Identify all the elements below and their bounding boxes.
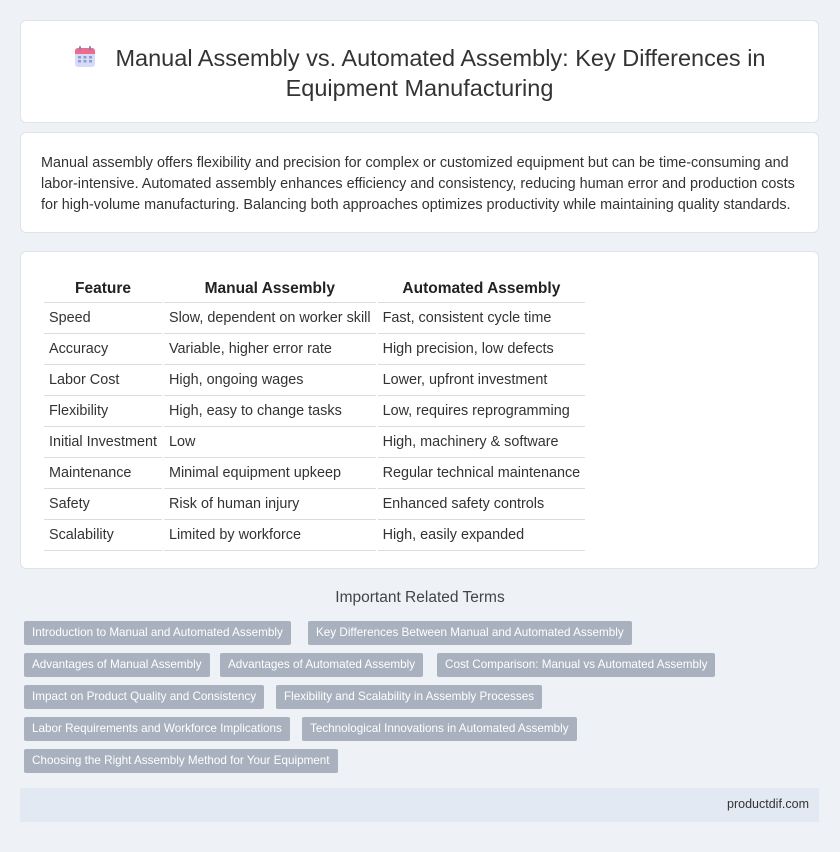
comparison-table-card bbox=[20, 251, 819, 569]
table-row bbox=[44, 427, 585, 458]
header-manual: Manual Assembly bbox=[204, 280, 335, 297]
header-feature: Feature bbox=[74, 280, 131, 297]
table-row bbox=[44, 365, 585, 396]
cell-automated: High, easily expanded bbox=[378, 520, 586, 551]
title-line-2: Equipment Manufacturing bbox=[285, 75, 554, 101]
intro-text: Manual assembly offers flexibility and precision for complex or customized equipment but can be time-consuming and labor-intensive. Automated assembly enhances efficiency and consistency, reducing human error and production costs for high-volume manufacturing. Balancing both approaches optimizes productivity while maintaining quality standards. bbox=[41, 155, 795, 213]
related-term-tag[interactable]: Impact on Product Quality and Consistency bbox=[24, 685, 264, 709]
cell-automated: Lower, upfront investment bbox=[378, 365, 586, 396]
table-row bbox=[44, 489, 585, 520]
header-card bbox=[20, 20, 819, 123]
cell-manual: Variable, higher error rate bbox=[164, 334, 376, 365]
cell-feature: Speed bbox=[44, 302, 162, 334]
cell-feature: Initial Investment bbox=[44, 427, 162, 458]
intro-card bbox=[20, 132, 819, 233]
cell-manual: Limited by workforce bbox=[164, 520, 376, 551]
related-term-tag[interactable]: Flexibility and Scalability in Assembly Processes bbox=[276, 685, 542, 709]
cell-automated: Fast, consistent cycle time bbox=[378, 302, 586, 334]
header-automated: Automated Assembly bbox=[402, 280, 561, 297]
cell-automated: Regular technical maintenance bbox=[378, 458, 586, 489]
cell-feature: Labor Cost bbox=[44, 365, 162, 396]
footer bbox=[20, 788, 819, 822]
table-row bbox=[44, 302, 585, 334]
cell-manual: Low bbox=[164, 427, 376, 458]
comparison-table bbox=[42, 274, 587, 551]
page-title bbox=[61, 43, 778, 103]
cell-manual: High, easy to change tasks bbox=[164, 396, 376, 427]
related-term-tag[interactable]: Introduction to Manual and Automated Assembly bbox=[24, 621, 291, 645]
cell-feature: Safety bbox=[44, 489, 162, 520]
cell-automated: Low, requires reprogramming bbox=[378, 396, 586, 427]
table-header-row bbox=[44, 274, 585, 302]
cell-manual: Slow, dependent on worker skill bbox=[164, 302, 376, 334]
cell-automated: Enhanced safety controls bbox=[378, 489, 586, 520]
calendar-icon bbox=[73, 45, 97, 69]
related-term-tag[interactable]: Technological Innovations in Automated Assembly bbox=[302, 717, 577, 741]
cell-feature: Scalability bbox=[44, 520, 162, 551]
related-term-tag[interactable]: Cost Comparison: Manual vs Automated Assembly bbox=[437, 653, 715, 677]
footer-site-link[interactable]: productdif.com bbox=[727, 797, 809, 811]
related-term-tag[interactable]: Choosing the Right Assembly Method for Your Equipment bbox=[24, 749, 338, 773]
related-term-tag[interactable]: Key Differences Between Manual and Automated Assembly bbox=[308, 621, 632, 645]
table-row bbox=[44, 520, 585, 551]
cell-manual: Minimal equipment upkeep bbox=[164, 458, 376, 489]
related-term-tag[interactable]: Advantages of Automated Assembly bbox=[220, 653, 423, 677]
cell-feature: Accuracy bbox=[44, 334, 162, 365]
cell-feature: Maintenance bbox=[44, 458, 162, 489]
title-line-1: Manual Assembly vs. Automated Assembly: Key Differences in bbox=[115, 45, 766, 71]
table-row bbox=[44, 458, 585, 489]
cell-automated: High precision, low defects bbox=[378, 334, 586, 365]
cell-manual: High, ongoing wages bbox=[164, 365, 376, 396]
table-row bbox=[44, 334, 585, 365]
cell-feature: Flexibility bbox=[44, 396, 162, 427]
cell-manual: Risk of human injury bbox=[164, 489, 376, 520]
cell-automated: High, machinery & software bbox=[378, 427, 586, 458]
table-row bbox=[44, 396, 585, 427]
related-term-tag[interactable]: Advantages of Manual Assembly bbox=[24, 653, 210, 677]
related-terms-title: Important Related Terms bbox=[335, 589, 505, 606]
related-term-tag[interactable]: Labor Requirements and Workforce Implications bbox=[24, 717, 290, 741]
